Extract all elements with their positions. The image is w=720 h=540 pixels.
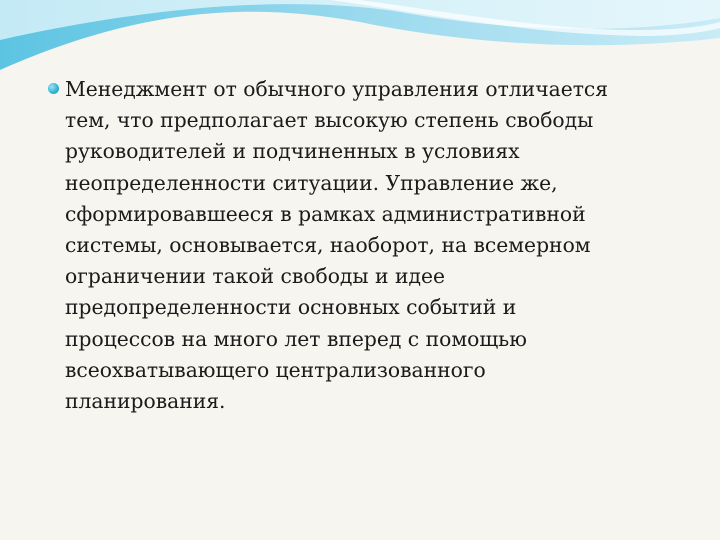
- bullet-text: Менеджмент от обычного управления отличается тем, что предполагает высокую степень свободы руководителей и подчиненных в условиях неопределенности ситуации. Управление же, сформировавшееся в рамках административной системы, основывается, наоборот, на всемерном ограничении такой свободы и идее предопределенности основных событий и процессов на много лет вперед с помощью всеохватывающего централизованного планирования.: [65, 77, 609, 414]
- content-area: [48, 74, 688, 417]
- bullet-circle-icon: [48, 83, 59, 94]
- bullet-item: [48, 74, 688, 417]
